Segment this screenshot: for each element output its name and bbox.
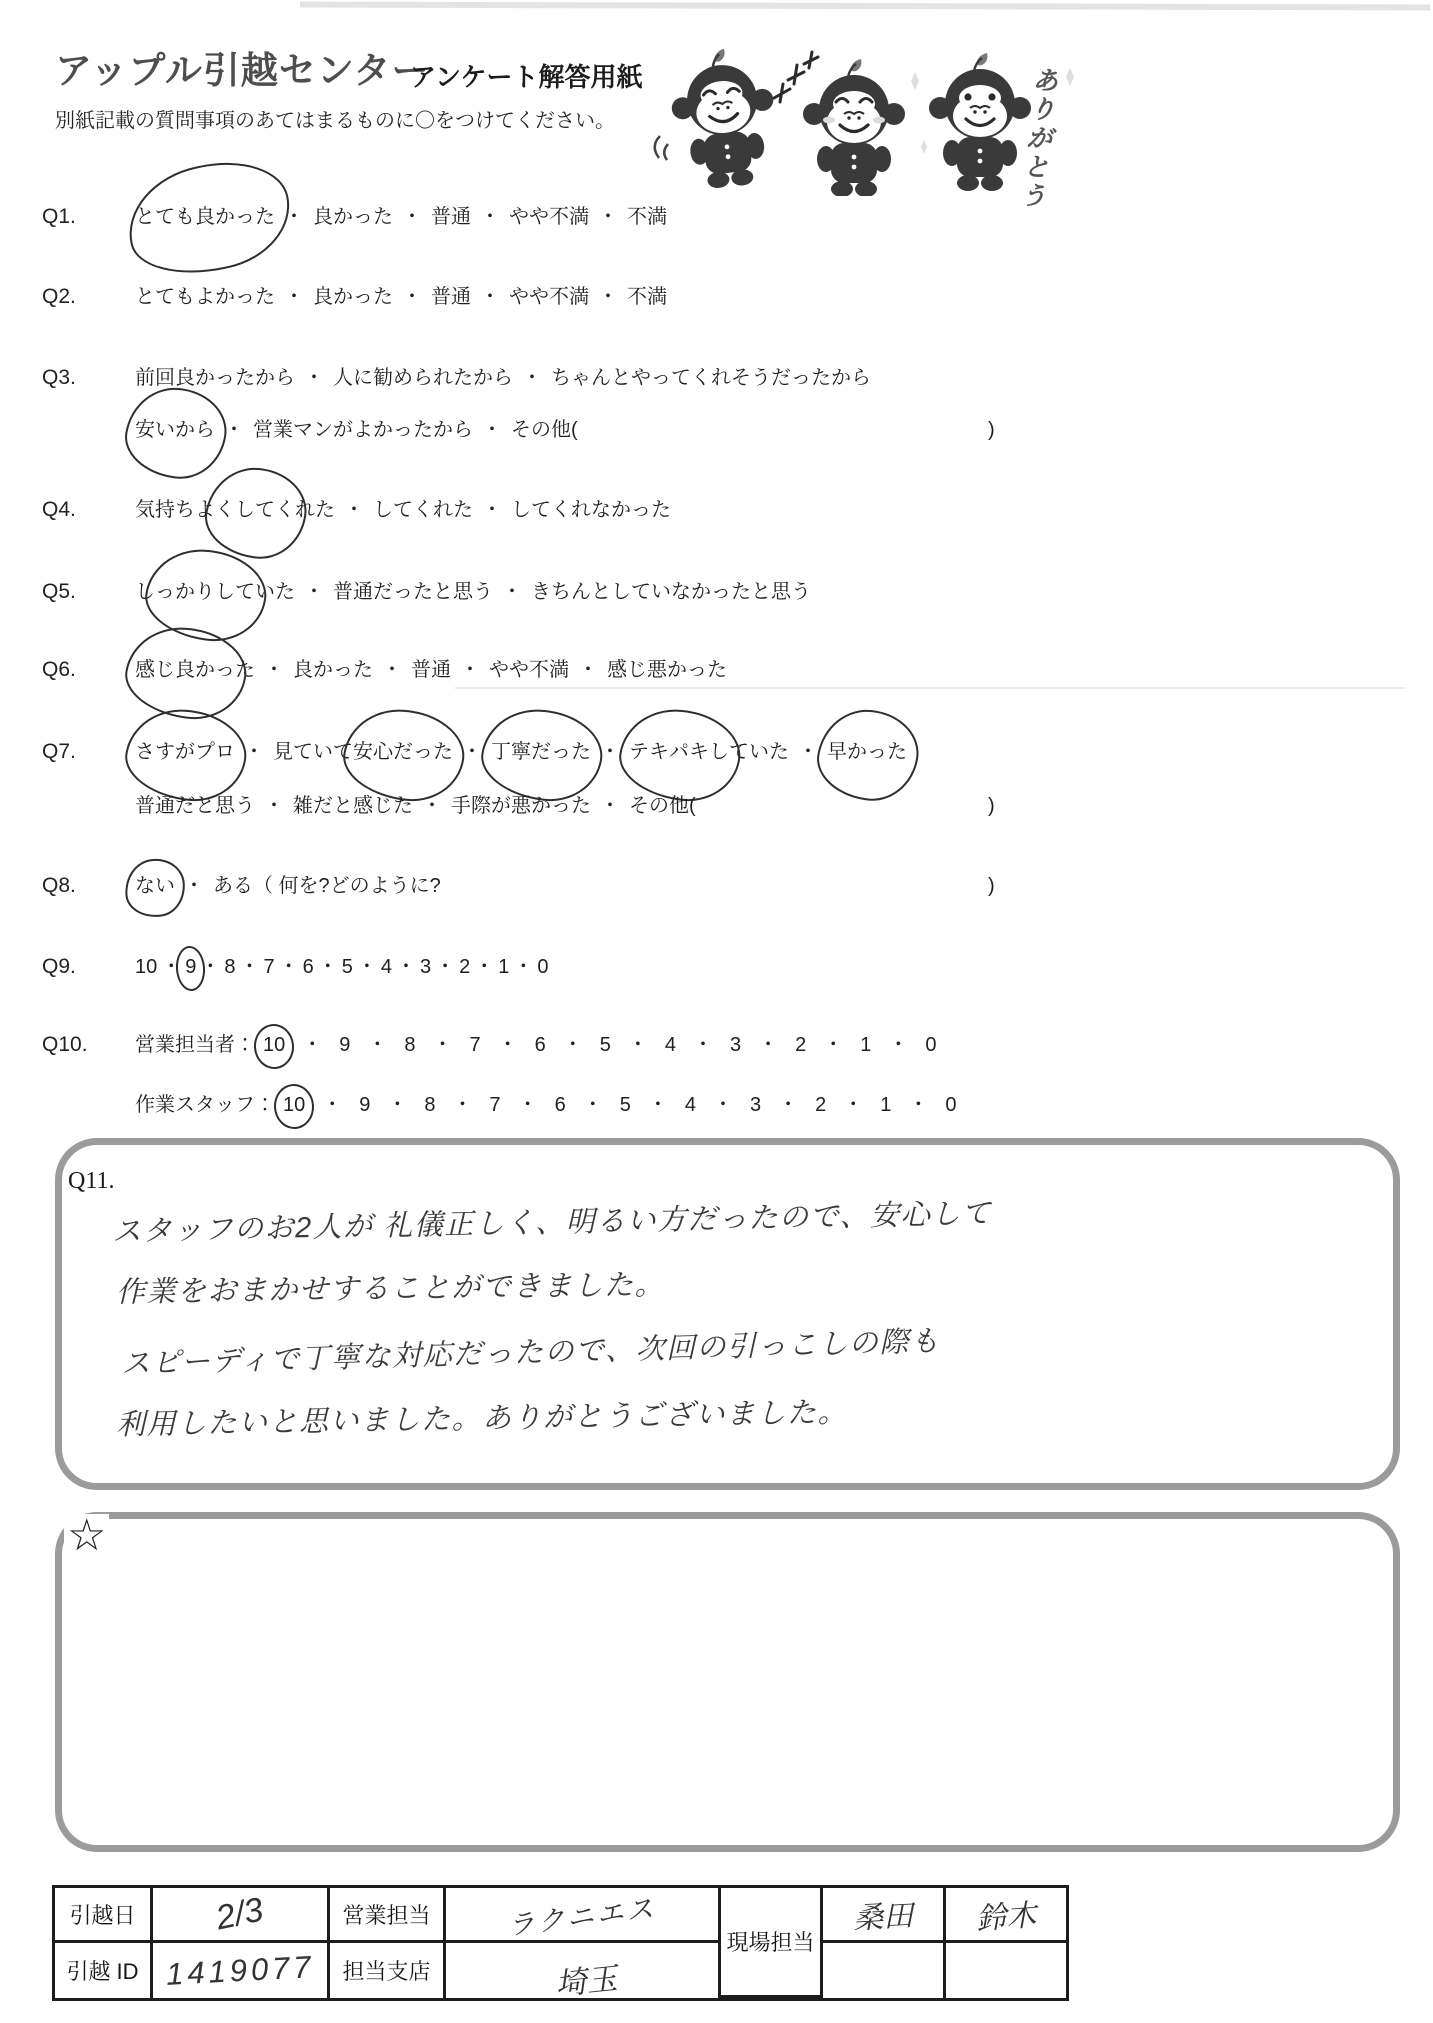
option-text xyxy=(135,416,215,444)
option-text: 不満 xyxy=(627,206,667,228)
pen-circle-mark: テキパキし xyxy=(629,738,729,766)
question-label: Q10. xyxy=(42,1033,88,1056)
option-text xyxy=(263,1031,285,1059)
separator: ・ xyxy=(522,367,542,389)
mascot-monkey-icon xyxy=(666,44,782,192)
separator: ・ xyxy=(578,659,598,681)
question-label: Q1. xyxy=(42,205,76,228)
separator: ・ xyxy=(284,206,304,228)
option-text: やや不満 xyxy=(489,659,569,681)
question-label: Q2. xyxy=(42,285,76,308)
option-text: しっかりしていた xyxy=(135,578,295,606)
option-text: きちんとしていなかったと思う xyxy=(531,581,811,603)
pen-circle-mark: くしてく xyxy=(215,496,295,524)
option-text xyxy=(491,738,591,766)
empty-cell xyxy=(823,1943,946,1998)
separator: ・ xyxy=(224,419,244,441)
separator: ・ xyxy=(184,875,204,897)
motion-lines-icon xyxy=(655,136,668,160)
scan-artifact-band xyxy=(300,2,1430,11)
question-row-q6 xyxy=(42,656,1433,684)
question-row-q10-staff xyxy=(42,1091,1433,1119)
separator: ・ xyxy=(693,1034,713,1056)
option-text: 5 xyxy=(619,1094,631,1116)
option-text: 0 xyxy=(925,1034,937,1056)
option-text: 6 xyxy=(534,1034,546,1056)
separator: ・ xyxy=(778,1094,799,1116)
option-text: 良かった xyxy=(313,286,393,308)
option-text: 4 xyxy=(684,1094,696,1116)
separator: ・ xyxy=(460,659,480,681)
option-text: 7 xyxy=(489,1094,501,1116)
question-row-q7-line2 xyxy=(42,792,1433,820)
pen-circle-mark: っかりして xyxy=(155,578,255,606)
option-text: 3 xyxy=(750,1094,762,1116)
option-text: 3 xyxy=(420,956,432,978)
question-label: Q6. xyxy=(42,658,76,681)
branch-value: 埼玉 xyxy=(553,1960,619,2003)
question-prefix: 作業スタッフ： xyxy=(135,1094,275,1116)
option-text: テキパキしていた xyxy=(629,738,789,766)
option-text: 前回良かったから xyxy=(135,367,295,389)
question-label: Q9. xyxy=(42,955,76,978)
move-id-value: 1419077 xyxy=(164,1948,316,1992)
option-text: 8 xyxy=(424,1094,436,1116)
pen-circle-mark: 早かった xyxy=(827,738,907,766)
sales-label: 営業担当 xyxy=(330,1888,446,1943)
separator: ・ xyxy=(402,206,422,228)
separator: ・ xyxy=(497,1034,518,1056)
brand-logo: アップル引越センター xyxy=(55,50,430,91)
option-text: 2 xyxy=(459,956,471,978)
separator: ・ xyxy=(482,419,502,441)
option-text: 4 xyxy=(664,1034,676,1056)
pen-circle-mark: 10 xyxy=(283,1091,305,1119)
option-text: 1 xyxy=(880,1094,892,1116)
option-text: 普通 xyxy=(431,286,471,308)
separator: ・ xyxy=(598,286,618,308)
separator: ・ xyxy=(435,956,456,978)
option-text: 感じ悪かった xyxy=(607,659,727,681)
pen-circle-mark: 感じ良かっ xyxy=(135,656,235,684)
question-row-q5 xyxy=(42,578,1433,606)
site-label: 現場担当 xyxy=(721,1888,823,1998)
separator: ・ xyxy=(600,795,620,817)
question-row-q2 xyxy=(42,283,1433,311)
question-options xyxy=(135,203,667,231)
question-options xyxy=(135,578,811,606)
option-text: 6 xyxy=(302,956,314,978)
pen-circle-mark: 安心だった xyxy=(353,738,453,766)
option-text: 9 xyxy=(359,1094,371,1116)
option-text: してくれなかった xyxy=(511,499,671,521)
separator: ・ xyxy=(367,1034,388,1056)
star-box xyxy=(55,1512,1400,1852)
pen-circle-mark: 安いから xyxy=(135,416,215,444)
question-label: Q3. xyxy=(42,366,76,389)
separator: ・ xyxy=(317,956,338,978)
option-text: 2 xyxy=(815,1094,827,1116)
question-row-q10-sales xyxy=(42,1031,1433,1059)
move-id-label: 引越 ID xyxy=(55,1943,153,1998)
separator: ・ xyxy=(396,956,416,978)
option-text: 1 xyxy=(498,956,510,978)
question-row-q3-line2 xyxy=(42,416,1433,444)
pen-circle-mark: さすがプロ xyxy=(135,738,235,766)
option-text: 普通 xyxy=(411,659,451,681)
separator: ・ xyxy=(582,1094,603,1116)
handwritten-comment-line: スピーディで丁寧な対応だったので、次回の引っこしの際も xyxy=(120,1325,941,1381)
separator: ・ xyxy=(798,741,818,763)
separator: ・ xyxy=(304,581,324,603)
option-text: 良かった xyxy=(293,659,373,681)
separator: ・ xyxy=(344,499,364,521)
mascot-monkey-icon xyxy=(803,59,905,196)
site-cell-1 xyxy=(823,1888,946,1943)
question-prefix: 営業担当者： xyxy=(135,1034,255,1056)
separator: ・ xyxy=(713,1094,733,1116)
separator: ・ xyxy=(402,286,422,308)
option-text: 0 xyxy=(945,1094,957,1116)
move-date-value: 2/3 xyxy=(212,1890,267,1938)
separator: ・ xyxy=(823,1034,844,1056)
question-label: Q7. xyxy=(42,740,76,763)
option-text: やや不満 xyxy=(509,206,589,228)
option-text: とてもよかった xyxy=(135,286,275,308)
question-options xyxy=(135,416,578,444)
separator: ・ xyxy=(422,795,442,817)
paren-close: ) xyxy=(988,795,995,817)
separator: ・ xyxy=(517,1094,538,1116)
handwritten-comment-line: 利用したいと思いました。ありがとうございました。 xyxy=(115,1396,849,1442)
question-label: Q5. xyxy=(42,580,76,603)
separator: ・ xyxy=(480,206,500,228)
option-text xyxy=(283,1091,305,1119)
question-options xyxy=(135,1091,957,1119)
sales-value: ラクニエス xyxy=(506,1892,659,1941)
option-text: 9 xyxy=(339,1034,351,1056)
option-text: 良かった xyxy=(313,206,393,228)
option-text: 0 xyxy=(537,956,549,978)
question-row-q1 xyxy=(42,203,1433,231)
sales-cell xyxy=(446,1888,721,1943)
option-text: 普通 xyxy=(431,206,471,228)
option-text: 3 xyxy=(730,1034,742,1056)
separator: ・ xyxy=(284,286,304,308)
option-text: 1 xyxy=(860,1034,872,1056)
question-options xyxy=(135,792,696,820)
option-text: 7 xyxy=(469,1034,481,1056)
paren-close: ) xyxy=(988,419,995,441)
separator: ・ xyxy=(474,956,495,978)
question-label: Q8. xyxy=(42,874,76,897)
separator: ・ xyxy=(200,956,221,978)
option-text xyxy=(135,203,275,231)
option-text: 感じ良かった xyxy=(135,656,255,684)
separator: ・ xyxy=(888,1034,909,1056)
question-options xyxy=(135,953,549,981)
option-text xyxy=(827,738,907,766)
site-value-1: 桑田 xyxy=(852,1899,915,1936)
thanks-handwriting: ありがとう xyxy=(1015,64,1061,213)
pen-circle-mark: 10 xyxy=(263,1031,285,1059)
option-text: 不満 xyxy=(627,286,667,308)
separator: ・ xyxy=(627,1034,648,1056)
footer-table xyxy=(52,1885,1069,2001)
separator: ・ xyxy=(432,1034,453,1056)
branch-label: 担当支店 xyxy=(330,1943,446,1998)
separator: ・ xyxy=(600,741,620,763)
option-text: 雑だと感じた xyxy=(293,795,413,817)
site-cell-2 xyxy=(946,1888,1066,1943)
option-text: ちゃんとやってくれそうだったから xyxy=(551,367,871,389)
scan-artifact-line xyxy=(455,687,1405,689)
option-text: 人に勧められたから xyxy=(333,367,513,389)
separator: ・ xyxy=(356,956,377,978)
move-date-label: 引越日 xyxy=(55,1888,153,1943)
option-text: その他( xyxy=(511,419,578,441)
separator: ・ xyxy=(598,206,618,228)
move-id-cell xyxy=(153,1943,330,1998)
question-options xyxy=(135,656,727,684)
option-text: 5 xyxy=(599,1034,611,1056)
option-text: 4 xyxy=(380,956,392,978)
pen-circle-mark: ない xyxy=(135,872,175,900)
pen-circle-mark: とても良かった xyxy=(135,203,275,231)
option-text xyxy=(135,738,235,766)
instruction-text: 別紙記載の質問事項のあてはまるものに〇をつけてください。 xyxy=(55,110,615,132)
separator: ・ xyxy=(462,741,482,763)
separator: ・ xyxy=(562,1034,583,1056)
option-text xyxy=(135,872,175,900)
question-row-q7 xyxy=(42,738,1433,766)
option-text: 普通だったと思う xyxy=(333,581,493,603)
pen-circle-mark: 9 xyxy=(185,953,196,981)
option-text: 気持ちよくしてくれた xyxy=(135,496,335,524)
separator: ・ xyxy=(482,499,502,521)
option-text: してくれた xyxy=(373,499,473,521)
separator: ・ xyxy=(843,1094,864,1116)
option-text: 2 xyxy=(795,1034,807,1056)
option-text: やや不満 xyxy=(509,286,589,308)
question-row-q4 xyxy=(42,496,1433,524)
separator: ・ xyxy=(513,956,534,978)
option-text: 7 xyxy=(263,956,275,978)
option-text: 営業マンがよかったから xyxy=(253,419,473,441)
option-text: 見ていて安心だった xyxy=(273,738,453,766)
separator: ・ xyxy=(264,659,284,681)
option-text: ある（ 何を?どのように? xyxy=(213,875,441,897)
question-options xyxy=(135,738,907,766)
separator: ・ xyxy=(758,1034,779,1056)
question-options xyxy=(135,283,667,311)
option-text: 8 xyxy=(404,1034,416,1056)
question-label: Q4. xyxy=(42,498,76,521)
separator: ・ xyxy=(264,795,284,817)
separator: ・ xyxy=(452,1094,473,1116)
separator: ・ xyxy=(387,1094,408,1116)
sparkle-marks-icon xyxy=(774,52,818,102)
separator: ・ xyxy=(244,741,264,763)
paren-close: ) xyxy=(988,875,995,897)
site-value-2: 鈴木 xyxy=(975,1898,1038,1937)
option-text: 8 xyxy=(224,956,236,978)
star-icon: ☆ xyxy=(64,1514,109,1558)
separator: ・ xyxy=(908,1094,929,1116)
separator: ・ xyxy=(302,1034,323,1056)
question-row-q3 xyxy=(42,364,1433,392)
option-text: 普通だと思う xyxy=(135,795,255,817)
separator: ・ xyxy=(304,367,324,389)
handwritten-comment-line: 作業をおまかせすることができました。 xyxy=(115,1269,666,1309)
separator: ・ xyxy=(382,659,402,681)
question-options xyxy=(135,496,671,524)
separator: ・ xyxy=(278,956,299,978)
option-text: 5 xyxy=(341,956,353,978)
pen-circle-mark: 丁寧だった xyxy=(491,738,591,766)
branch-cell xyxy=(446,1943,721,2003)
handwritten-comment-line: スタッフのお2人が 礼儀正しく、明るい方だったので、安心して xyxy=(111,1197,993,1249)
option-text xyxy=(185,953,196,981)
question-row-q8 xyxy=(42,872,1433,900)
question-options xyxy=(135,872,441,900)
empty-cell xyxy=(946,1943,1066,1998)
separator: ・ xyxy=(480,286,500,308)
question-row-q9 xyxy=(42,953,1433,981)
comment-box-label: Q11. xyxy=(68,1168,115,1194)
option-text: 手際が悪かった xyxy=(451,795,591,817)
separator: ・ xyxy=(502,581,522,603)
move-date-cell xyxy=(153,1888,330,1943)
option-text: その他( xyxy=(629,795,696,817)
option-text: 10 xyxy=(135,956,158,978)
separator: ・ xyxy=(161,956,182,978)
question-options xyxy=(135,364,871,392)
question-options xyxy=(135,1031,937,1059)
form-title: アンケート解答用紙 xyxy=(410,62,643,92)
separator: ・ xyxy=(322,1094,343,1116)
separator: ・ xyxy=(647,1094,668,1116)
separator: ・ xyxy=(239,956,260,978)
option-text: 6 xyxy=(554,1094,566,1116)
